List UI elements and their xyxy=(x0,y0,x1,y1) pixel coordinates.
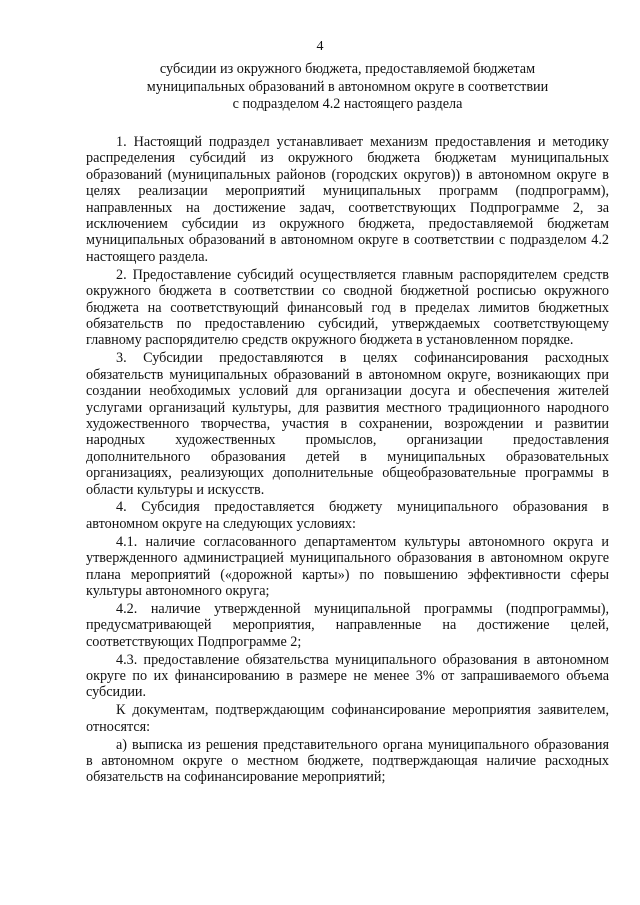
section-heading xyxy=(86,61,609,114)
heading-line: с подразделом 4.2 настоящего раздела xyxy=(232,96,463,112)
paragraph: 4.1. наличие согласованного департаментом культуры автономного округа и утвержденного администрацией муниципального образования в автономном округе плана мероприятий («дорожной карты») по повышению эффективности сферы культуры автономного округа; xyxy=(86,533,609,599)
paragraph: К документам, подтверждающим софинансирование мероприятия заявителем, относятся: xyxy=(86,702,609,735)
paragraph: 4.3. предоставление обязательства муниципального образования в автономном округе по их финансированию в размере не менее 3% от запрашиваемого объема субсидии. xyxy=(86,651,609,701)
paragraph: 1. Настоящий подраздел устанавливает механизм предоставления и методику распределения субсидий из окружного бюджета бюджетам муниципальных образований (муниципальных районов (городских округов)) в автономном округе в целях реализации мероприятий муниципальных программ (подпрограмм), направленных на достижение задач, соответствующих Подпрограмме 2, за исключением субсидии из окружного бюджета, предоставляемой бюджетам муниципальных образований в автономном округе в соответствии с подразделом 4.2 настоящего раздела. xyxy=(86,134,609,265)
document-body xyxy=(86,134,609,787)
paragraph: 3. Субсидии предоставляются в целях софинансирования расходных обязательств муниципальных образований в автономном округе, возникающих при создании необходимых условий для организации досуга и обеспечения жителей услугами организаций культуры, для развития местного традиционного народного художественного творчества, участия в сохранении, возрождении и развитии народных художественных промыслов, организации предоставления дополнительного образования детей в муниципальных образовательных организациях, реализующих дополнительные общеобразовательные программы в области культуры и искусств. xyxy=(86,350,609,498)
paragraph: 2. Предоставление субсидий осуществляется главным распорядителем средств окружного бюджета в соответствии со сводной бюджетной росписью окружного бюджета на соответствующий финансовый год в пределах лимитов бюджетных обязательств по предоставлению субсидий, утверждаемых соответствующему главному распорядителю средств окружного бюджета в установленном порядке. xyxy=(86,266,609,349)
heading-line: муниципальных образований в автономном округе в соответствии xyxy=(146,78,549,95)
paragraph: 4.2. наличие утвержденной муниципальной программы (подпрограммы), предусматривающей мероприятия, направленные на достижение целей, соответствующих Подпрограмме 2; xyxy=(86,600,609,650)
paragraph: 4. Субсидия предоставляется бюджету муниципального образования в автономном округе на следующих условиях: xyxy=(86,499,609,532)
heading-line: субсидии из окружного бюджета, предоставляемой бюджетам xyxy=(159,61,536,77)
paragraph: а) выписка из решения представительного органа муниципального образования в автономном округе о местном бюджете, подтверждающая наличие расходных обязательств на софинансирование мероприятий; xyxy=(86,736,609,786)
page-number: 4 xyxy=(316,39,324,54)
